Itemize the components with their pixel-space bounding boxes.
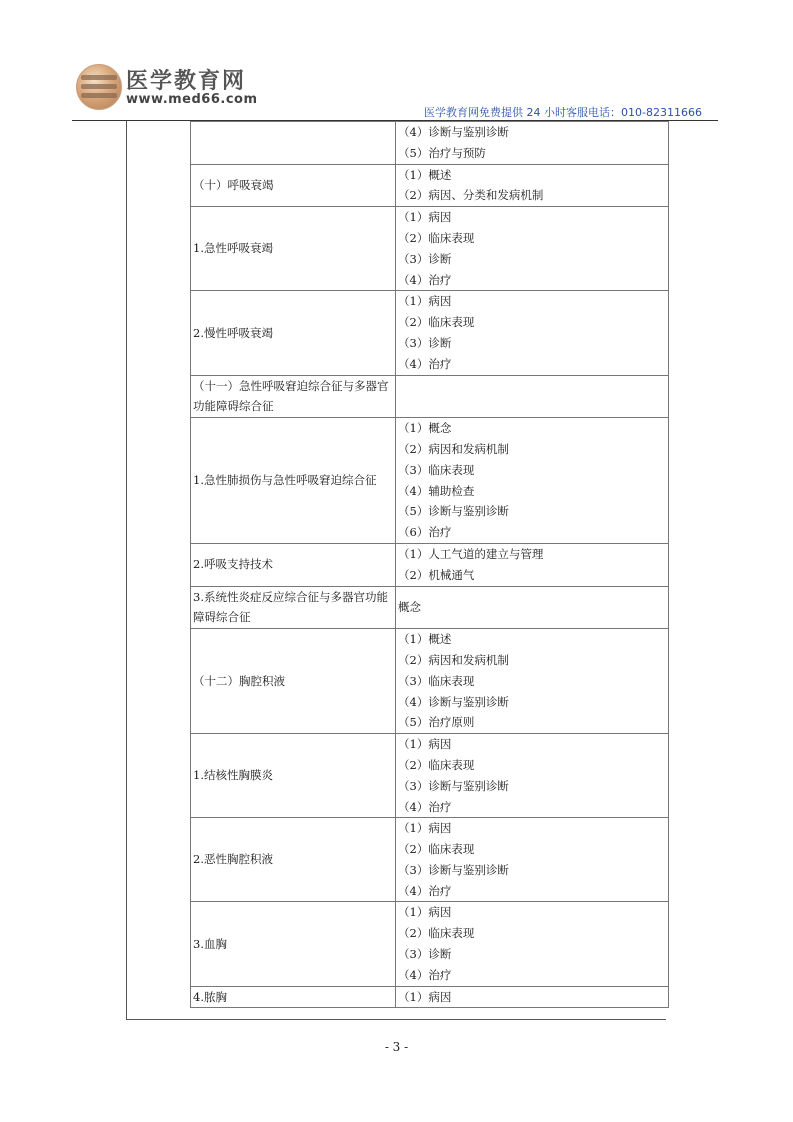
topic-cell: 4.脓胸: [191, 986, 396, 1008]
subtopic-cell: [396, 986, 669, 1008]
subtopic-item: （4）诊断与鉴别诊断: [398, 125, 509, 139]
subtopic-item: （1）概述: [398, 167, 452, 182]
topic-cell: 1.急性呼吸衰竭: [191, 207, 396, 291]
topic-cell: 2.慢性呼吸衰竭: [191, 291, 396, 375]
header-hotline-note: 医学教育网免费提供 24 小时客服电话：010-82311666: [424, 106, 702, 119]
table-row: [191, 375, 669, 418]
topic-cell: （十一）急性呼吸窘迫综合征与多器官功能障碍综合征: [191, 375, 396, 418]
subtopic-item: （4）辅助检查: [398, 483, 475, 498]
table-row: [191, 734, 669, 818]
topic-cell: 3.血胸: [191, 902, 396, 986]
subtopic-item: （5）诊断与鉴别诊断: [398, 504, 509, 519]
table-row: [191, 418, 669, 544]
subtopic-item: （2）病因和发病机制: [398, 652, 509, 667]
subtopic-item: （1）概述: [398, 632, 452, 647]
table-row: [191, 207, 669, 291]
table-row: [191, 986, 669, 1008]
subtopic-item: （2）临床表现: [398, 230, 475, 245]
subtopic-item: （4）治疗: [398, 272, 452, 287]
subtopic-item: （4）治疗: [398, 883, 452, 898]
subtopic-item: （3）诊断与鉴别诊断: [398, 778, 509, 793]
subtopic-item: （1）病因: [398, 905, 452, 920]
subtopic-cell: [396, 818, 669, 902]
table-row: [191, 586, 669, 629]
table-row: [191, 629, 669, 734]
subtopic-item: （1）病因: [398, 737, 452, 752]
subtopic-cell: [396, 586, 669, 629]
med66-logo[interactable]: [76, 62, 256, 114]
subtopic-item: （1）概念: [398, 421, 452, 436]
logo-emblem-icon: [76, 64, 122, 110]
subtopic-item: （3）诊断: [398, 251, 452, 266]
table-row: [191, 122, 669, 165]
subtopic-cell: [396, 418, 669, 544]
subtopic-item: （5）治疗与预防: [398, 145, 486, 160]
subtopic-item: （3）诊断: [398, 947, 452, 962]
topic-cell: 2.恶性胸腔积液: [191, 818, 396, 902]
subtopic-cell: [396, 291, 669, 375]
subtopic-item: （3）诊断: [398, 335, 452, 350]
topic-cell: 1.结核性胸膜炎: [191, 734, 396, 818]
table-row: [191, 818, 669, 902]
subtopic-cell: [396, 543, 669, 586]
subtopic-item: （5）治疗原则: [398, 715, 475, 730]
subtopic-item: （4）治疗: [398, 967, 452, 982]
table-row: [191, 902, 669, 986]
subtopic-item: 概念: [398, 599, 421, 614]
topic-cell: （十）呼吸衰竭: [191, 164, 396, 207]
table-row: [191, 291, 669, 375]
subtopic-item: （2）临床表现: [398, 315, 475, 330]
subtopic-cell: [396, 734, 669, 818]
subtopic-item: （1）病因: [398, 989, 452, 1004]
subtopic-cell: [396, 375, 669, 418]
topic-cell: （十二）胸腔积液: [191, 629, 396, 734]
topic-cell: 1.急性肺损伤与急性呼吸窘迫综合征: [191, 418, 396, 544]
subtopic-cell: [396, 207, 669, 291]
subtopic-item: （1）人工气道的建立与管理: [398, 546, 544, 561]
subtopic-item: （2）病因、分类和发病机制: [398, 188, 544, 203]
outer-table-bottom-border: [126, 1019, 666, 1020]
syllabus-table: [190, 121, 669, 1008]
subtopic-item: （4）治疗: [398, 356, 452, 371]
logo-url: www.med66.com: [126, 92, 258, 107]
subtopic-item: （1）病因: [398, 821, 452, 836]
topic-cell: 2.呼吸支持技术: [191, 543, 396, 586]
subtopic-cell: [396, 122, 669, 165]
outer-table-left-border: [126, 121, 127, 1019]
subtopic-item: （2）临床表现: [398, 757, 475, 772]
subtopic-item: （2）临床表现: [398, 842, 475, 857]
table-row: [191, 543, 669, 586]
subtopic-item: （4）诊断与鉴别诊断: [398, 694, 509, 709]
subtopic-item: （2）机械通气: [398, 567, 475, 582]
logo-title: 医学教育网: [126, 69, 247, 94]
subtopic-item: （6）治疗: [398, 525, 452, 540]
subtopic-item: （3）临床表现: [398, 462, 475, 477]
subtopic-cell: [396, 164, 669, 207]
subtopic-item: （1）病因: [398, 294, 452, 309]
subtopic-item: （3）诊断与鉴别诊断: [398, 862, 509, 877]
subtopic-item: （2）临床表现: [398, 926, 475, 941]
subtopic-item: （2）病因和发病机制: [398, 441, 509, 456]
subtopic-item: （1）病因: [398, 210, 452, 225]
page-number: - 3 -: [384, 1040, 409, 1054]
subtopic-cell: [396, 629, 669, 734]
page-header: [72, 58, 718, 120]
subtopic-item: （4）治疗: [398, 799, 452, 814]
topic-cell: [191, 122, 396, 165]
subtopic-cell: [396, 902, 669, 986]
table-row: [191, 164, 669, 207]
subtopic-item: （3）临床表现: [398, 673, 475, 688]
topic-cell: 3.系统性炎症反应综合征与多器官功能障碍综合征: [191, 586, 396, 629]
